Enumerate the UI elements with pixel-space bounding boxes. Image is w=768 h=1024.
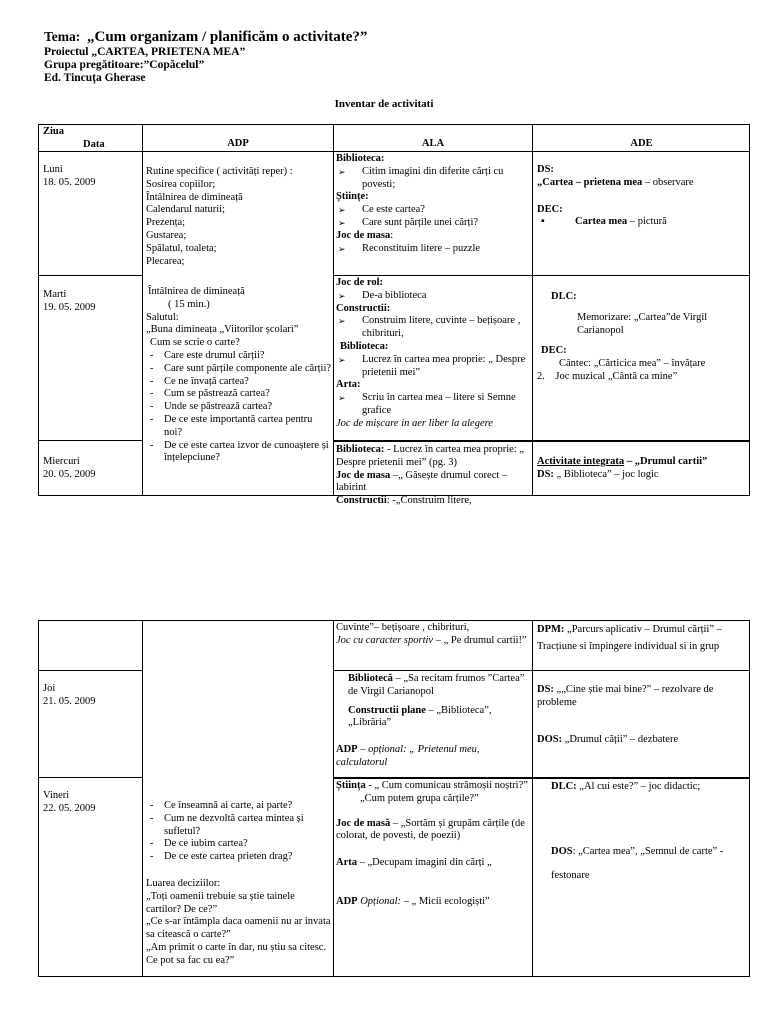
ade-heading: DPM: bbox=[537, 624, 565, 635]
ade-text: Memorizare: „Cartea”de Virgil Carianopol bbox=[577, 311, 708, 336]
day-date: 21. 05. 2009 bbox=[43, 695, 96, 707]
day-name: Marti bbox=[43, 289, 67, 300]
day-date: 20. 05. 2009 bbox=[43, 468, 96, 480]
ala-heading: ADP bbox=[336, 744, 358, 756]
adp-line: Salutul: bbox=[146, 311, 179, 323]
ala-heading: Biblioteca: bbox=[336, 444, 385, 455]
ala-heading: Joc cu caracter sportiv bbox=[336, 634, 434, 646]
ala-marti bbox=[336, 277, 531, 431]
ade-heading: DS: bbox=[537, 684, 554, 695]
ala-heading: Arta bbox=[336, 857, 357, 869]
col-header-adp: ADP bbox=[227, 138, 249, 149]
adp-marti bbox=[146, 286, 332, 465]
ade-number: 2. bbox=[537, 370, 545, 382]
ade-text: – pictură bbox=[627, 216, 667, 228]
adp-question: - Care este drumul cărții? bbox=[146, 350, 332, 363]
day-name: Luni bbox=[43, 164, 63, 175]
ala-heading: Bibliotecă bbox=[348, 673, 393, 684]
ala-heading: Joc de masa bbox=[336, 469, 391, 481]
ade-text: „Al cui este?” – joc didactic; bbox=[576, 781, 701, 792]
ala-item: –„ Găsește drumul corect – labirint bbox=[336, 469, 508, 494]
day-name: Miercuri bbox=[43, 456, 80, 467]
day-date: 22. 05. 2009 bbox=[43, 802, 96, 814]
ala-item: – „Sa recitam frumos ”Cartea” de Virgil Carianopol bbox=[348, 673, 525, 697]
ziua-label: Ziua bbox=[43, 126, 65, 137]
ade-heading: DEC: bbox=[537, 203, 563, 215]
ala-heading: Științe: bbox=[336, 191, 369, 203]
ala-heading: Biblioteca: bbox=[336, 153, 385, 164]
data-label: Data bbox=[83, 138, 105, 150]
col-header-ade: ADE bbox=[630, 138, 653, 149]
adp-question: - Cum se păstrează cartea? bbox=[146, 388, 332, 401]
ade-heading: DOS: bbox=[537, 733, 563, 745]
ala-item: ➢ Citim imagini din diferite cărți cu povesti; bbox=[336, 166, 531, 192]
adp-question: - De ce este cartea prieten drag? bbox=[146, 851, 332, 864]
ala-item: ➢ Reconstituim litere – puzzle bbox=[336, 243, 531, 256]
adp-line: „Toți oamenii trebuie sa știe tainele cartilor? De ce?” bbox=[146, 890, 295, 915]
adp-question: - Unde se păstrează cartea? bbox=[146, 401, 332, 414]
ala-item: - „ Cum comunicau strămoșii noștri?” bbox=[365, 780, 528, 791]
ala-item: – „Biblioteca”, „Librăria” bbox=[348, 704, 492, 729]
ala-joi bbox=[336, 673, 531, 770]
ala-item: Joc de mișcare in aer liber la alegere bbox=[336, 417, 493, 429]
ala-item: - Lucrez în cartea mea proprie: „ Despre prietenii mei” (pg. 3) bbox=[336, 444, 525, 468]
tema-title: „Cum organizam / planificăm o activitate?” bbox=[87, 29, 368, 45]
ala-luni: Biblioteca: ➢ Citim imagini din diferite cărți cu povesti; Științe: ➢ Ce este cartea? ➢ Care sunt părțile unei cărți? Joc de masa: ➢ Reconstituim litere – puzzle bbox=[336, 153, 531, 255]
adp-question: - Cum ne dezvoltă cartea mintea și sufletul? bbox=[146, 813, 332, 839]
ala-item: – „Sortăm și grupăm cărțile (de colorat, de povesti, de poezii) bbox=[336, 817, 525, 842]
day-date: 19. 05. 2009 bbox=[43, 301, 96, 313]
ala-continuation bbox=[336, 622, 531, 648]
adp-line: Sosirea copiilor; bbox=[146, 178, 216, 190]
ade-heading: DLC: bbox=[551, 291, 577, 302]
ala-item: – opțional: „ Prietenul meu, calculatorul bbox=[336, 744, 480, 768]
ala-item: – „ Micii ecologiști” bbox=[401, 895, 490, 907]
ade-heading: DEC: bbox=[541, 345, 567, 357]
ala-heading: Joc de rol: bbox=[336, 277, 384, 288]
day-name: Vineri bbox=[43, 790, 70, 801]
adp-line: „Buna dimineața „Viitorilor școlari” bbox=[146, 324, 299, 336]
ala-heading: Joc de masa bbox=[336, 229, 391, 241]
ala-item: Cuvinte”– bețișoare , chibrituri, bbox=[336, 622, 470, 633]
col-header-day bbox=[43, 126, 139, 152]
ala-vineri bbox=[336, 780, 531, 909]
adp-line: Calendarul naturii; bbox=[146, 204, 226, 216]
ala-item: ➢ Construim litere, cuvinte – bețișoare , chibrituri, bbox=[336, 315, 531, 341]
ala-heading: ADP bbox=[336, 895, 358, 907]
ala-miercuri bbox=[336, 444, 531, 507]
adp-question: - Ce înseamnă ai carte, ai parte? bbox=[146, 800, 332, 813]
ade-heading: DOS bbox=[551, 845, 573, 857]
ade-miercuri bbox=[537, 456, 747, 482]
ade-text: – observare bbox=[642, 176, 694, 188]
ala-item: ➢ Ce este cartea? bbox=[336, 204, 531, 217]
group-line: Grupa pregătitoare:”Copăcelul” bbox=[44, 59, 205, 71]
ala-heading: Constructii bbox=[336, 495, 387, 507]
ala-heading: Știința bbox=[336, 780, 366, 791]
ala-item: Opțional: bbox=[360, 895, 402, 907]
ala-heading: Constructii: bbox=[336, 302, 391, 314]
adp-question: - De ce este importantă cartea pentru noi? bbox=[146, 414, 332, 440]
ade-text: Joc muzical „Cântă ca mine” bbox=[555, 370, 678, 382]
adp-line: Gustarea; bbox=[146, 229, 187, 241]
day-date: 18. 05. 2009 bbox=[43, 176, 96, 188]
adp-line: Cum se scrie o carte? bbox=[150, 337, 240, 349]
day-vineri bbox=[43, 790, 139, 816]
ala-item: ➢ Lucrez în cartea mea proprie: „ Despre prietenii mei” bbox=[336, 354, 531, 380]
ala-item: : -„Construim litere, bbox=[386, 495, 472, 507]
adp-question: - De ce este cartea izvor de cunoaștere și înțelepciune? bbox=[146, 440, 332, 466]
ala-item: ➢ Scriu în cartea mea – litere si Semne grafice bbox=[336, 392, 531, 418]
ade-continuation bbox=[537, 622, 747, 656]
adp-vineri bbox=[146, 800, 332, 968]
adp-line: Rutine specifice ( activități reper) : bbox=[146, 166, 293, 177]
ade-text: „Drumul cății” – dezbatere bbox=[562, 733, 679, 745]
ala-item: ➢ Care sunt părțile unei cărți? bbox=[336, 217, 531, 230]
ade-text: „ Biblioteca” – joc logic bbox=[556, 468, 659, 480]
adp-line: Luarea deciziilor: bbox=[146, 877, 221, 889]
adp-question: - Care sunt părțile componente ale cărții? bbox=[146, 363, 332, 376]
ade-heading: DLC: bbox=[551, 781, 577, 792]
adp-line: Prezența; bbox=[146, 217, 186, 229]
ade-vineri bbox=[537, 781, 747, 888]
adp-line: Spălatul, toaleta; bbox=[146, 242, 217, 254]
adp-luni bbox=[146, 166, 332, 268]
ala-heading: Arta: bbox=[336, 379, 361, 391]
day-marti bbox=[43, 289, 139, 315]
ade-joi bbox=[537, 684, 747, 746]
ade-text: Cântec: „Cărticica mea” – învățare bbox=[559, 358, 706, 370]
inventory-title: Inventar de activitati bbox=[334, 98, 434, 110]
ade-heading: Activitate integrata bbox=[537, 456, 625, 467]
ala-heading: Joc de masă bbox=[336, 817, 391, 829]
ade-text: : „Cartea mea”, „Semnul de carte” - festonare bbox=[551, 845, 724, 881]
day-miercuri bbox=[43, 456, 139, 482]
adp-question: - De ce iubim cartea? bbox=[146, 838, 332, 851]
project-line: Proiectul „CARTEA, PRIETENA MEA” bbox=[44, 46, 246, 58]
adp-line: „Am primit o carte în dar, nu știu sa citesc. Ce pot sa fac cu ea?” bbox=[146, 941, 327, 966]
ade-marti bbox=[537, 291, 747, 384]
ala-item: – „Decupam imagini din cărți „ bbox=[357, 857, 492, 869]
ade-text: „„Cine știe mai bine?” – rezolvare de probleme bbox=[537, 684, 714, 708]
ala-heading: Constructii plane bbox=[348, 704, 426, 716]
teacher-line: Ed. Tincuța Gherase bbox=[44, 72, 146, 84]
ala-item: – „ Pe drumul cartii!” bbox=[433, 634, 527, 646]
ala-item: ➢ De-a biblioteca bbox=[336, 290, 531, 303]
tema-label: Tema: bbox=[44, 29, 81, 44]
adp-question: - Ce ne învață cartea? bbox=[146, 376, 332, 389]
ade-heading: DS: bbox=[537, 164, 554, 175]
ade-luni bbox=[537, 164, 747, 229]
adp-line: „Ce s-ar întâmpla daca oamenii nu ar invata sa citească o carte?” bbox=[146, 916, 331, 941]
ade-title: – „Drumul cartii” bbox=[624, 456, 708, 467]
day-luni bbox=[43, 164, 139, 190]
adp-line: ( 15 min.) bbox=[168, 298, 210, 310]
adp-line: Plecarea; bbox=[146, 255, 185, 267]
adp-line: Întâlnirea de dimineață bbox=[146, 191, 243, 203]
ala-heading: Biblioteca: bbox=[340, 340, 389, 352]
ala-item: „Cum putem grupa cărțile?” bbox=[360, 792, 479, 804]
day-joi bbox=[43, 683, 139, 709]
ade-title: Cartea mea bbox=[575, 216, 628, 228]
ade-title: „Cartea – prietena mea bbox=[537, 176, 643, 188]
header-tema bbox=[44, 28, 367, 46]
ade-text: „Parcurs aplicativ – Drumul cărții” – Tracțiune si împingere individual si in grup bbox=[537, 624, 722, 652]
col-header-ala: ALA bbox=[421, 138, 445, 149]
ade-heading: DS: bbox=[537, 468, 554, 480]
day-name: Joi bbox=[43, 683, 56, 694]
adp-line: Întâlnirea de dimineață bbox=[148, 286, 245, 297]
